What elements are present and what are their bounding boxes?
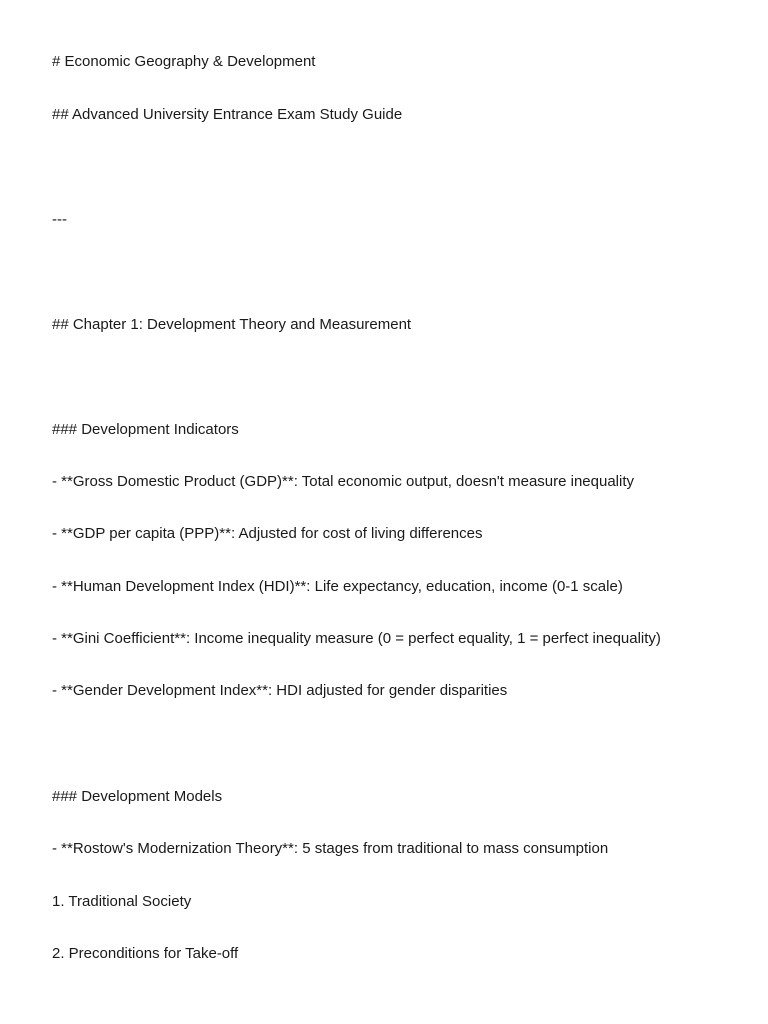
list-item: - **Gini Coefficient**: Income inequality measure (0 = perfect equality, 1 = perfect inequality) bbox=[52, 630, 661, 647]
list-item: - **GDP per capita (PPP)**: Adjusted for cost of living differences bbox=[52, 525, 483, 542]
numbered-item: 1. Traditional Society bbox=[52, 893, 192, 910]
list-item: - **Gross Domestic Product (GDP)**: Total economic output, doesn't measure inequality bbox=[52, 473, 635, 490]
chapter-heading: ## Chapter 1: Development Theory and Measurement bbox=[52, 316, 412, 333]
section-heading-models: ### Development Models bbox=[52, 788, 223, 805]
list-item: - **Human Development Index (HDI)**: Life expectancy, education, income (0-1 scale) bbox=[52, 578, 623, 595]
numbered-item: 2. Preconditions for Take-off bbox=[52, 945, 239, 962]
horizontal-rule-marker: --- bbox=[52, 211, 67, 228]
document-title: # Economic Geography & Development bbox=[52, 53, 316, 70]
list-item: - **Gender Development Index**: HDI adjusted for gender disparities bbox=[52, 682, 508, 699]
section-heading-indicators: ### Development Indicators bbox=[52, 421, 239, 438]
document-subtitle: ## Advanced University Entrance Exam Study Guide bbox=[52, 106, 403, 123]
list-item: - **Rostow's Modernization Theory**: 5 stages from traditional to mass consumption bbox=[52, 840, 609, 857]
